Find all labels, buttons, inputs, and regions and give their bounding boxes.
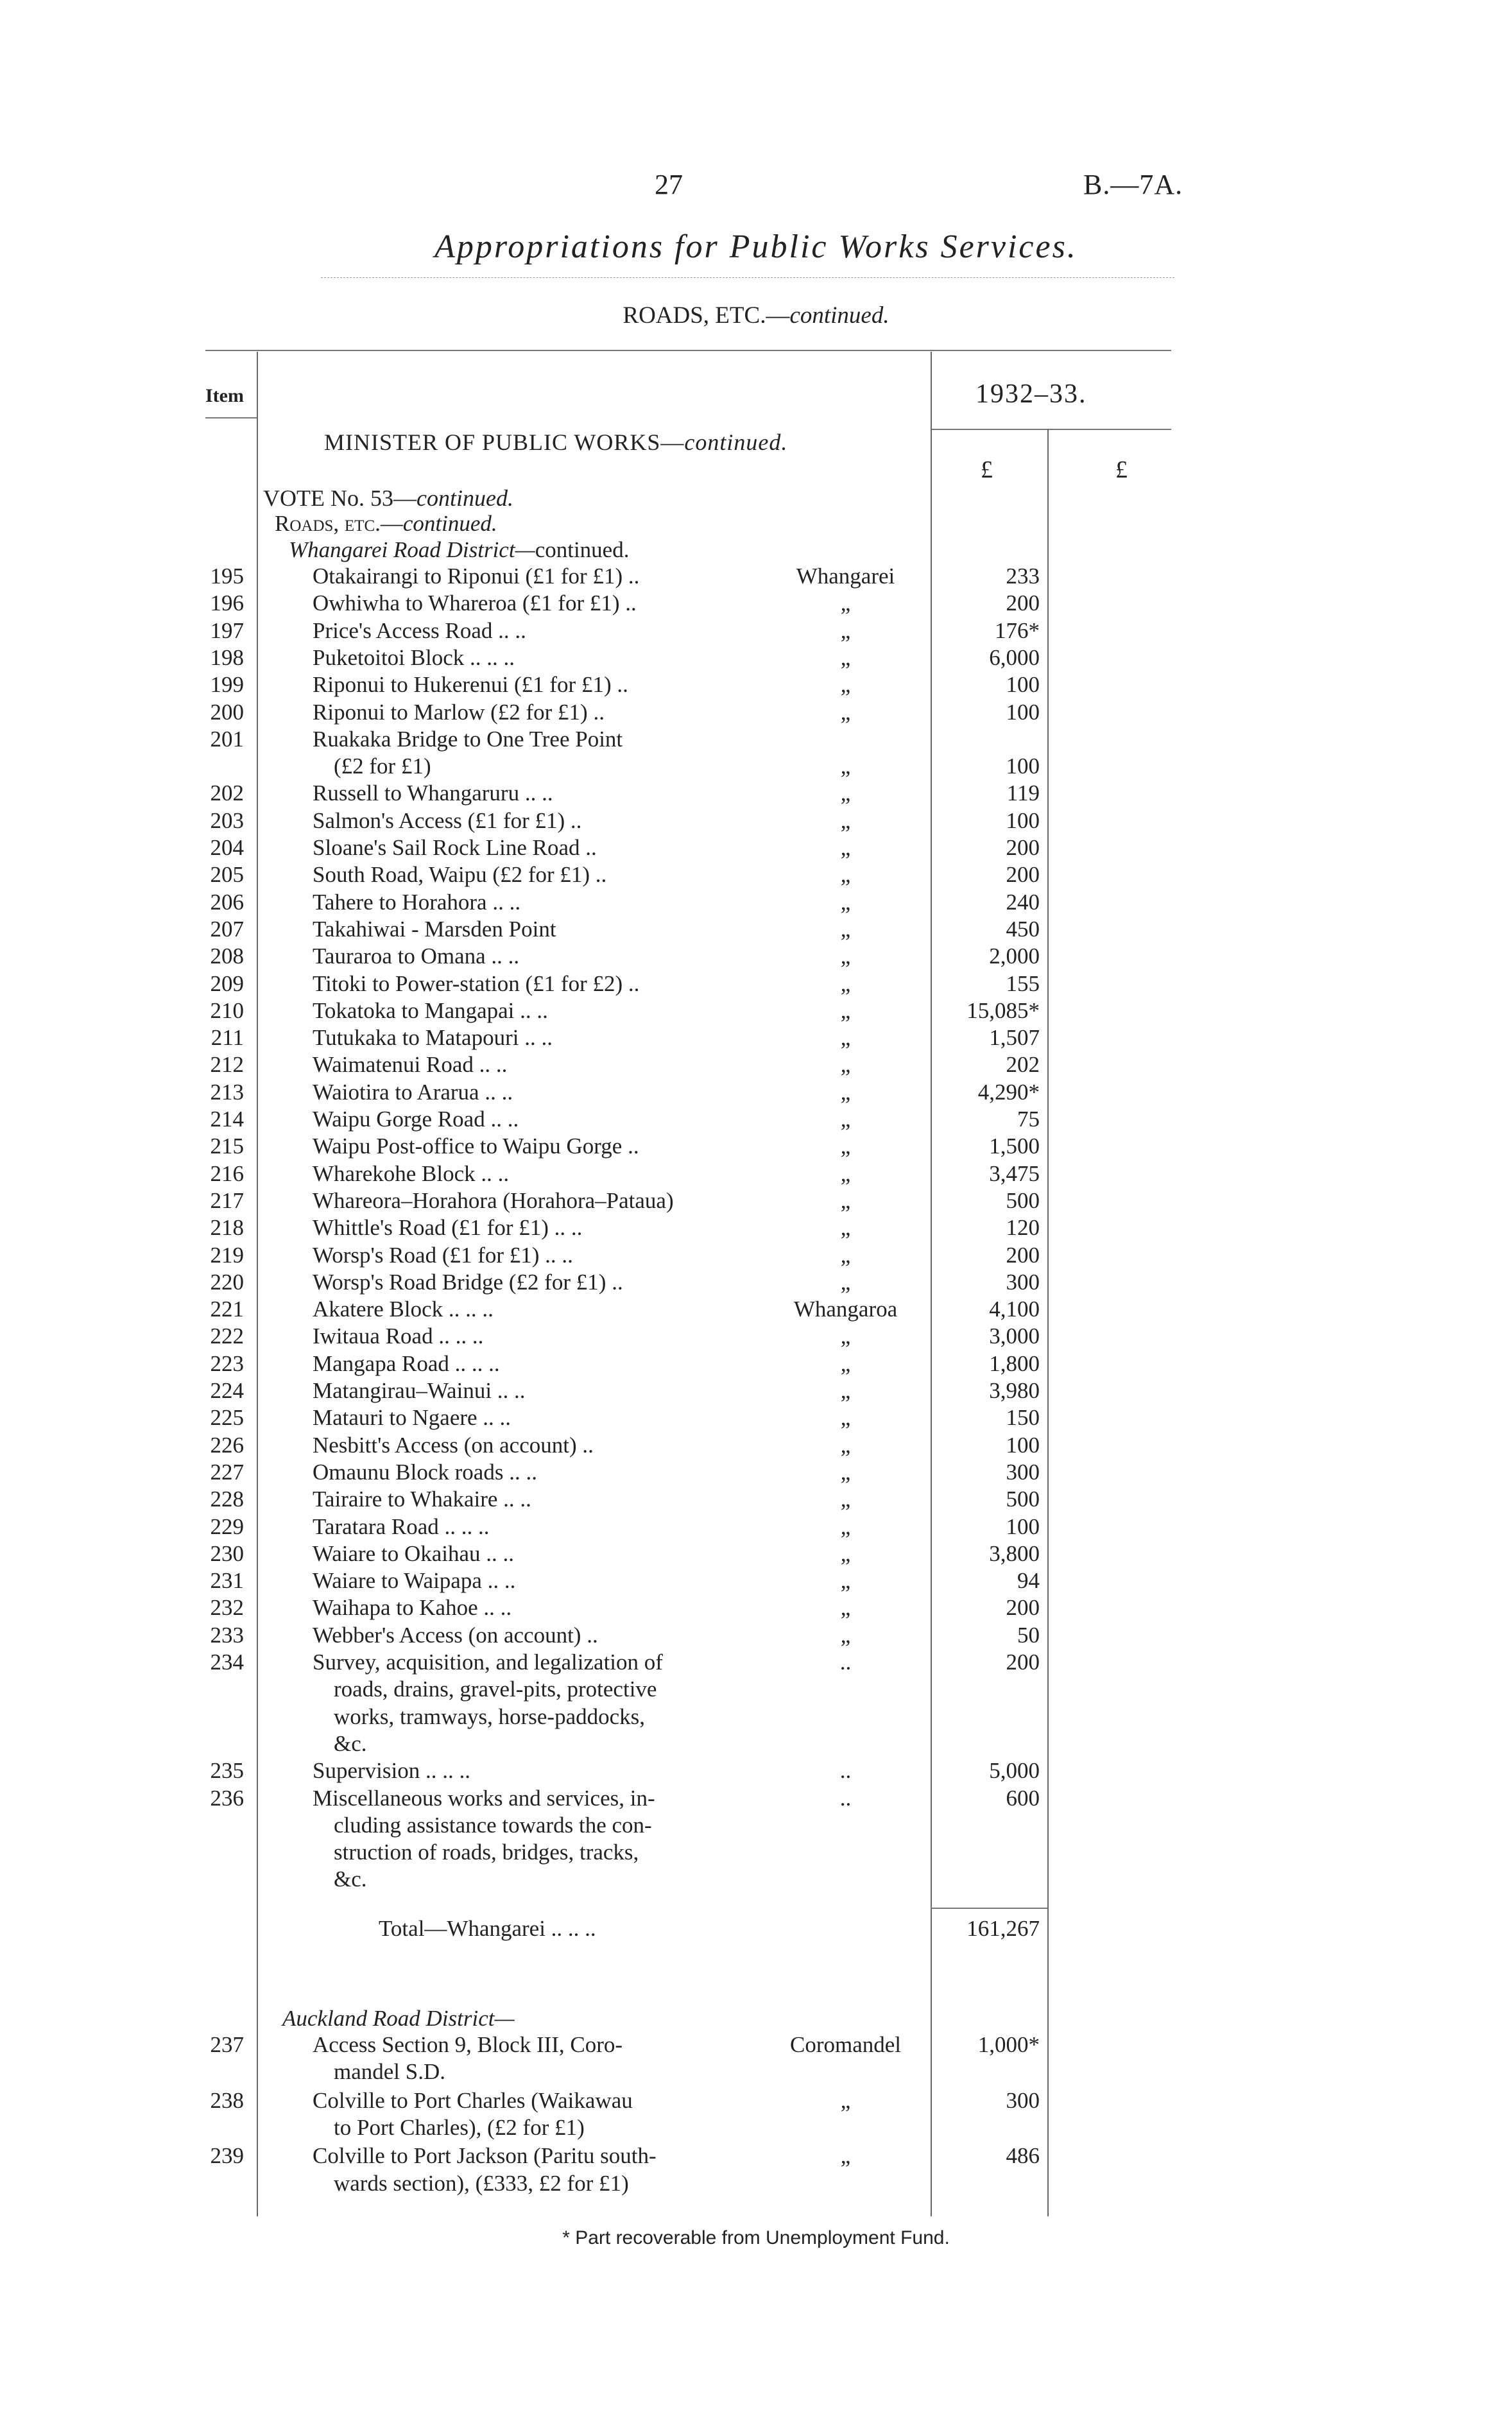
item-amount: 150 bbox=[1006, 1405, 1040, 1431]
item-number: 234 bbox=[210, 1650, 244, 1675]
item-amount: 200 bbox=[1006, 835, 1040, 860]
item-description: Salmon's Access (£1 for £1) .. bbox=[313, 807, 582, 833]
item-description: Owhiwha to Whareroa (£1 for £1) .. bbox=[313, 591, 637, 616]
item-amount: 200 bbox=[1006, 1650, 1040, 1675]
item-number: 204 bbox=[210, 835, 244, 860]
total-whangarei-label: Total—Whangarei .. .. .. bbox=[379, 1916, 596, 1941]
item-description: wards section), (£333, £2 for £1) bbox=[334, 2170, 629, 2196]
item-number: 206 bbox=[210, 889, 244, 915]
item-number: 211 bbox=[210, 1025, 244, 1051]
item-amount: 15,085* bbox=[966, 997, 1040, 1023]
item-number: 208 bbox=[210, 944, 244, 969]
title-rule bbox=[321, 277, 1174, 278]
district-name: „ bbox=[840, 1459, 851, 1485]
item-amount: 2,000 bbox=[989, 944, 1040, 969]
page-title: Appropriations for Public Works Services. bbox=[434, 229, 1078, 265]
item-number: 209 bbox=[210, 970, 244, 996]
item-description: Iwitaua Road .. .. .. bbox=[313, 1324, 484, 1349]
item-description: Colville to Port Charles (Waikawau bbox=[313, 2087, 633, 2113]
item-column-divider bbox=[257, 352, 258, 2216]
district-name: „ bbox=[840, 699, 851, 725]
item-description: Waipu Post-office to Waipu Gorge .. bbox=[313, 1134, 639, 1159]
footnote: * Part recoverable from Unemployment Fund. bbox=[562, 2227, 950, 2248]
district-name: „ bbox=[840, 1269, 851, 1295]
item-number: 216 bbox=[210, 1160, 244, 1186]
district-name: „ bbox=[840, 591, 851, 616]
item-amount: 300 bbox=[1006, 1269, 1040, 1295]
item-number: 235 bbox=[210, 1758, 244, 1784]
item-number: 214 bbox=[210, 1107, 244, 1132]
district-name: „ bbox=[840, 916, 851, 942]
item-description: Tutukaka to Matapouri .. .. bbox=[313, 1025, 553, 1051]
item-amount: 100 bbox=[1006, 1432, 1040, 1458]
item-description: struction of roads, bridges, tracks, bbox=[334, 1840, 639, 1865]
item-number: 207 bbox=[210, 916, 244, 942]
item-description: Akatere Block .. .. .. bbox=[313, 1297, 494, 1322]
item-description: Webber's Access (on account) .. bbox=[313, 1622, 598, 1648]
item-number: 227 bbox=[210, 1459, 244, 1485]
item-description: mandel S.D. bbox=[334, 2059, 446, 2085]
item-amount: 100 bbox=[1006, 1514, 1040, 1539]
district-name: „ bbox=[840, 1540, 851, 1566]
district-name: „ bbox=[840, 1160, 851, 1186]
district-name: „ bbox=[840, 889, 851, 915]
item-amount: 486 bbox=[1006, 2143, 1040, 2169]
district-name: „ bbox=[840, 1107, 851, 1132]
item-amount: 1,000* bbox=[977, 2032, 1040, 2057]
item-number: 223 bbox=[210, 1350, 244, 1376]
item-description: to Port Charles), (£2 for £1) bbox=[334, 2114, 585, 2140]
district-name: „ bbox=[840, 835, 851, 860]
district-name: „ bbox=[840, 644, 851, 670]
item-amount: 300 bbox=[1006, 2087, 1040, 2113]
item-description: &c. bbox=[334, 1730, 367, 1756]
district-name: „ bbox=[840, 1215, 851, 1241]
item-number: 233 bbox=[210, 1622, 244, 1648]
item-amount: 200 bbox=[1006, 1595, 1040, 1621]
item-number: 203 bbox=[210, 807, 244, 833]
item-description: Access Section 9, Block III, Coro- bbox=[313, 2032, 623, 2057]
district-name: „ bbox=[840, 944, 851, 969]
item-description: Russell to Whangaruru .. .. bbox=[313, 780, 553, 806]
district-name: „ bbox=[840, 1025, 851, 1051]
item-description: Whittle's Road (£1 for £1) .. .. bbox=[313, 1215, 583, 1241]
district-name: „ bbox=[840, 1378, 851, 1403]
item-number: 217 bbox=[210, 1187, 244, 1213]
district-name: „ bbox=[840, 672, 851, 698]
item-amount: 1,500 bbox=[989, 1134, 1040, 1159]
minister-heading: MINISTER OF PUBLIC WORKS—continued. bbox=[324, 429, 788, 455]
item-description: Tauraroa to Omana .. .. bbox=[313, 944, 520, 969]
district-name: .. bbox=[839, 1785, 852, 1811]
item-description: Matauri to Ngaere .. .. bbox=[313, 1405, 511, 1431]
year-header-rule bbox=[931, 429, 1171, 430]
district-name: „ bbox=[840, 1350, 851, 1376]
district-name: „ bbox=[840, 1432, 851, 1458]
item-number: 222 bbox=[210, 1324, 244, 1349]
item-number: 215 bbox=[210, 1134, 244, 1159]
section-subtitle: ROADS, ETC.—continued. bbox=[623, 302, 889, 329]
item-number: 225 bbox=[210, 1405, 244, 1431]
item-description: Sloane's Sail Rock Line Road .. bbox=[313, 835, 597, 860]
auckland-district-heading: Auckland Road District— bbox=[282, 2006, 515, 2031]
item-description: Miscellaneous works and services, in- bbox=[313, 1785, 655, 1811]
item-amount: 3,000 bbox=[989, 1324, 1040, 1349]
item-description: Waipu Gorge Road .. .. bbox=[313, 1107, 519, 1132]
roads-heading: Roads, etc.—continued. bbox=[275, 511, 497, 536]
item-description: Otakairangi to Riponui (£1 for £1) .. bbox=[313, 564, 640, 589]
item-description: cluding assistance towards the con- bbox=[334, 1812, 652, 1838]
district-name: „ bbox=[840, 617, 851, 643]
item-description: Riponui to Marlow (£2 for £1) .. bbox=[313, 699, 605, 725]
item-description: Survey, acquisition, and legalization of bbox=[313, 1650, 663, 1675]
item-number: 228 bbox=[210, 1487, 244, 1512]
item-description: Puketoitoi Block .. .. .. bbox=[313, 644, 515, 670]
item-number: 218 bbox=[210, 1215, 244, 1241]
item-number: 230 bbox=[210, 1540, 244, 1566]
item-amount: 202 bbox=[1006, 1052, 1040, 1078]
item-header-rule bbox=[205, 417, 257, 418]
item-description: Waiotira to Ararua .. .. bbox=[313, 1079, 513, 1105]
item-description: (£2 for £1) bbox=[334, 754, 431, 779]
item-amount: 3,980 bbox=[989, 1378, 1040, 1403]
item-description: Tahere to Horahora .. .. bbox=[313, 889, 521, 915]
item-description: Wharekohe Block .. .. bbox=[313, 1160, 510, 1186]
item-amount: 600 bbox=[1006, 1785, 1040, 1811]
district-name: „ bbox=[840, 2143, 851, 2169]
item-description: Price's Access Road .. .. bbox=[313, 617, 526, 643]
district-name: „ bbox=[840, 754, 851, 779]
item-number: 236 bbox=[210, 1785, 244, 1811]
district-name: Whangarei bbox=[796, 564, 895, 589]
item-description: roads, drains, gravel-pits, protective bbox=[334, 1677, 657, 1702]
item-description: Worsp's Road Bridge (£2 for £1) .. bbox=[313, 1269, 623, 1295]
district-name: Whangaroa bbox=[793, 1297, 898, 1322]
district-name: „ bbox=[840, 862, 851, 888]
district-name: .. bbox=[839, 1758, 852, 1784]
item-description: Waihapa to Kahoe .. .. bbox=[313, 1595, 512, 1621]
item-number: 220 bbox=[210, 1269, 244, 1295]
district-name: „ bbox=[840, 1079, 851, 1105]
item-description: Titoki to Power-station (£1 for £2) .. bbox=[313, 970, 640, 996]
item-number: 232 bbox=[210, 1595, 244, 1621]
item-amount: 3,475 bbox=[989, 1160, 1040, 1186]
item-number: 195 bbox=[210, 564, 244, 589]
item-number: 221 bbox=[210, 1297, 244, 1322]
item-amount: 120 bbox=[1006, 1215, 1040, 1241]
pound-header-1: £ bbox=[981, 456, 993, 483]
item-number: 239 bbox=[210, 2143, 244, 2169]
item-number: 213 bbox=[210, 1079, 244, 1105]
district-name: „ bbox=[840, 1595, 851, 1621]
district-name: „ bbox=[840, 1622, 851, 1648]
item-number: 196 bbox=[210, 591, 244, 616]
item-amount: 1,507 bbox=[989, 1025, 1040, 1051]
item-description: South Road, Waipu (£2 for £1) .. bbox=[313, 862, 607, 888]
item-description: Waimatenui Road .. .. bbox=[313, 1052, 508, 1078]
item-description: Riponui to Hukerenui (£1 for £1) .. bbox=[313, 672, 628, 698]
total-top-rule bbox=[931, 1908, 1047, 1909]
item-amount: 155 bbox=[1006, 970, 1040, 996]
item-number: 229 bbox=[210, 1514, 244, 1539]
item-description: Tokatoka to Mangapai .. .. bbox=[313, 997, 548, 1023]
item-amount: 100 bbox=[1006, 807, 1040, 833]
item-amount: 500 bbox=[1006, 1187, 1040, 1213]
item-amount: 5,000 bbox=[989, 1758, 1040, 1784]
item-amount: 1,800 bbox=[989, 1350, 1040, 1376]
item-amount: 100 bbox=[1006, 672, 1040, 698]
item-amount: 200 bbox=[1006, 591, 1040, 616]
item-description: &c. bbox=[334, 1867, 367, 1892]
item-number: 212 bbox=[210, 1052, 244, 1078]
item-amount: 500 bbox=[1006, 1487, 1040, 1512]
item-number: 237 bbox=[210, 2032, 244, 2057]
district-name: .. bbox=[839, 1650, 852, 1675]
district-name: „ bbox=[840, 1568, 851, 1594]
item-amount: 240 bbox=[1006, 889, 1040, 915]
item-amount: 176* bbox=[995, 617, 1040, 643]
item-description: Supervision .. .. .. bbox=[313, 1758, 470, 1784]
item-description: works, tramways, horse-paddocks, bbox=[334, 1703, 646, 1729]
whangarei-district-heading: Whangarei Road District—continued. bbox=[289, 537, 630, 562]
district-name: „ bbox=[840, 807, 851, 833]
item-number: 200 bbox=[210, 699, 244, 725]
item-description: Takahiwai - Marsden Point bbox=[313, 916, 556, 942]
item-amount: 94 bbox=[1017, 1568, 1040, 1594]
item-number: 219 bbox=[210, 1242, 244, 1268]
item-description: Taratara Road .. .. .. bbox=[313, 1514, 490, 1539]
item-amount: 75 bbox=[1017, 1107, 1040, 1132]
pound-header-2: £ bbox=[1115, 456, 1128, 483]
district-name: „ bbox=[840, 997, 851, 1023]
item-column-header: Item bbox=[205, 385, 244, 406]
item-amount: 200 bbox=[1006, 862, 1040, 888]
item-description: Nesbitt's Access (on account) .. bbox=[313, 1432, 594, 1458]
item-description: Mangapa Road .. .. .. bbox=[313, 1350, 500, 1376]
page-number: 27 bbox=[655, 169, 683, 200]
item-amount: 119 bbox=[1006, 780, 1040, 806]
item-description: Waiare to Okaihau .. .. bbox=[313, 1540, 515, 1566]
item-amount: 100 bbox=[1006, 754, 1040, 779]
item-number: 197 bbox=[210, 617, 244, 643]
item-description: Omaunu Block roads .. .. bbox=[313, 1459, 537, 1485]
item-amount: 3,800 bbox=[989, 1540, 1040, 1566]
district-name: „ bbox=[840, 1514, 851, 1539]
item-number: 238 bbox=[210, 2087, 244, 2113]
district-name: „ bbox=[840, 2087, 851, 2113]
item-description: Whareora–Horahora (Horahora–Pataua) bbox=[313, 1187, 674, 1213]
district-name: „ bbox=[840, 1242, 851, 1268]
item-amount: 300 bbox=[1006, 1459, 1040, 1485]
district-name: „ bbox=[840, 1052, 851, 1078]
district-name: „ bbox=[840, 970, 851, 996]
document-reference: B.—7A. bbox=[1083, 169, 1183, 200]
item-amount: 450 bbox=[1006, 916, 1040, 942]
item-number: 231 bbox=[210, 1568, 244, 1594]
item-number: 205 bbox=[210, 862, 244, 888]
district-name: Coromandel bbox=[789, 2032, 902, 2057]
year-subcolumn-divider bbox=[1047, 429, 1049, 2216]
item-amount: 6,000 bbox=[989, 644, 1040, 670]
item-description: Ruakaka Bridge to One Tree Point bbox=[313, 726, 623, 752]
item-description: Worsp's Road (£1 for £1) .. .. bbox=[313, 1242, 573, 1268]
item-amount: 4,100 bbox=[989, 1297, 1040, 1322]
item-amount: 200 bbox=[1006, 1242, 1040, 1268]
item-description: Waiare to Waipapa .. .. bbox=[313, 1568, 516, 1594]
table-top-rule bbox=[205, 350, 1171, 351]
item-number: 224 bbox=[210, 1378, 244, 1403]
item-number: 210 bbox=[210, 997, 244, 1023]
item-number: 226 bbox=[210, 1432, 244, 1458]
district-name: „ bbox=[840, 1134, 851, 1159]
district-name: „ bbox=[840, 780, 851, 806]
item-description: Colville to Port Jackson (Paritu south- bbox=[313, 2143, 657, 2169]
district-name: „ bbox=[840, 1405, 851, 1431]
item-description: Matangirau–Wainui .. .. bbox=[313, 1378, 526, 1403]
item-amount: 233 bbox=[1006, 564, 1040, 589]
item-amount: 100 bbox=[1006, 699, 1040, 725]
item-number: 199 bbox=[210, 672, 244, 698]
item-number: 202 bbox=[210, 780, 244, 806]
district-name: „ bbox=[840, 1487, 851, 1512]
total-whangarei-amount: 161,267 bbox=[966, 1916, 1040, 1941]
district-name: „ bbox=[840, 1324, 851, 1349]
vote-heading: VOTE No. 53—continued. bbox=[263, 485, 513, 511]
item-amount: 50 bbox=[1017, 1622, 1040, 1648]
year-column-header: 1932–33. bbox=[975, 379, 1087, 409]
item-number: 198 bbox=[210, 644, 244, 670]
district-name: „ bbox=[840, 1187, 851, 1213]
item-number: 201 bbox=[210, 726, 244, 752]
item-description: Tairaire to Whakaire .. .. bbox=[313, 1487, 531, 1512]
item-amount: 4,290* bbox=[977, 1079, 1040, 1105]
